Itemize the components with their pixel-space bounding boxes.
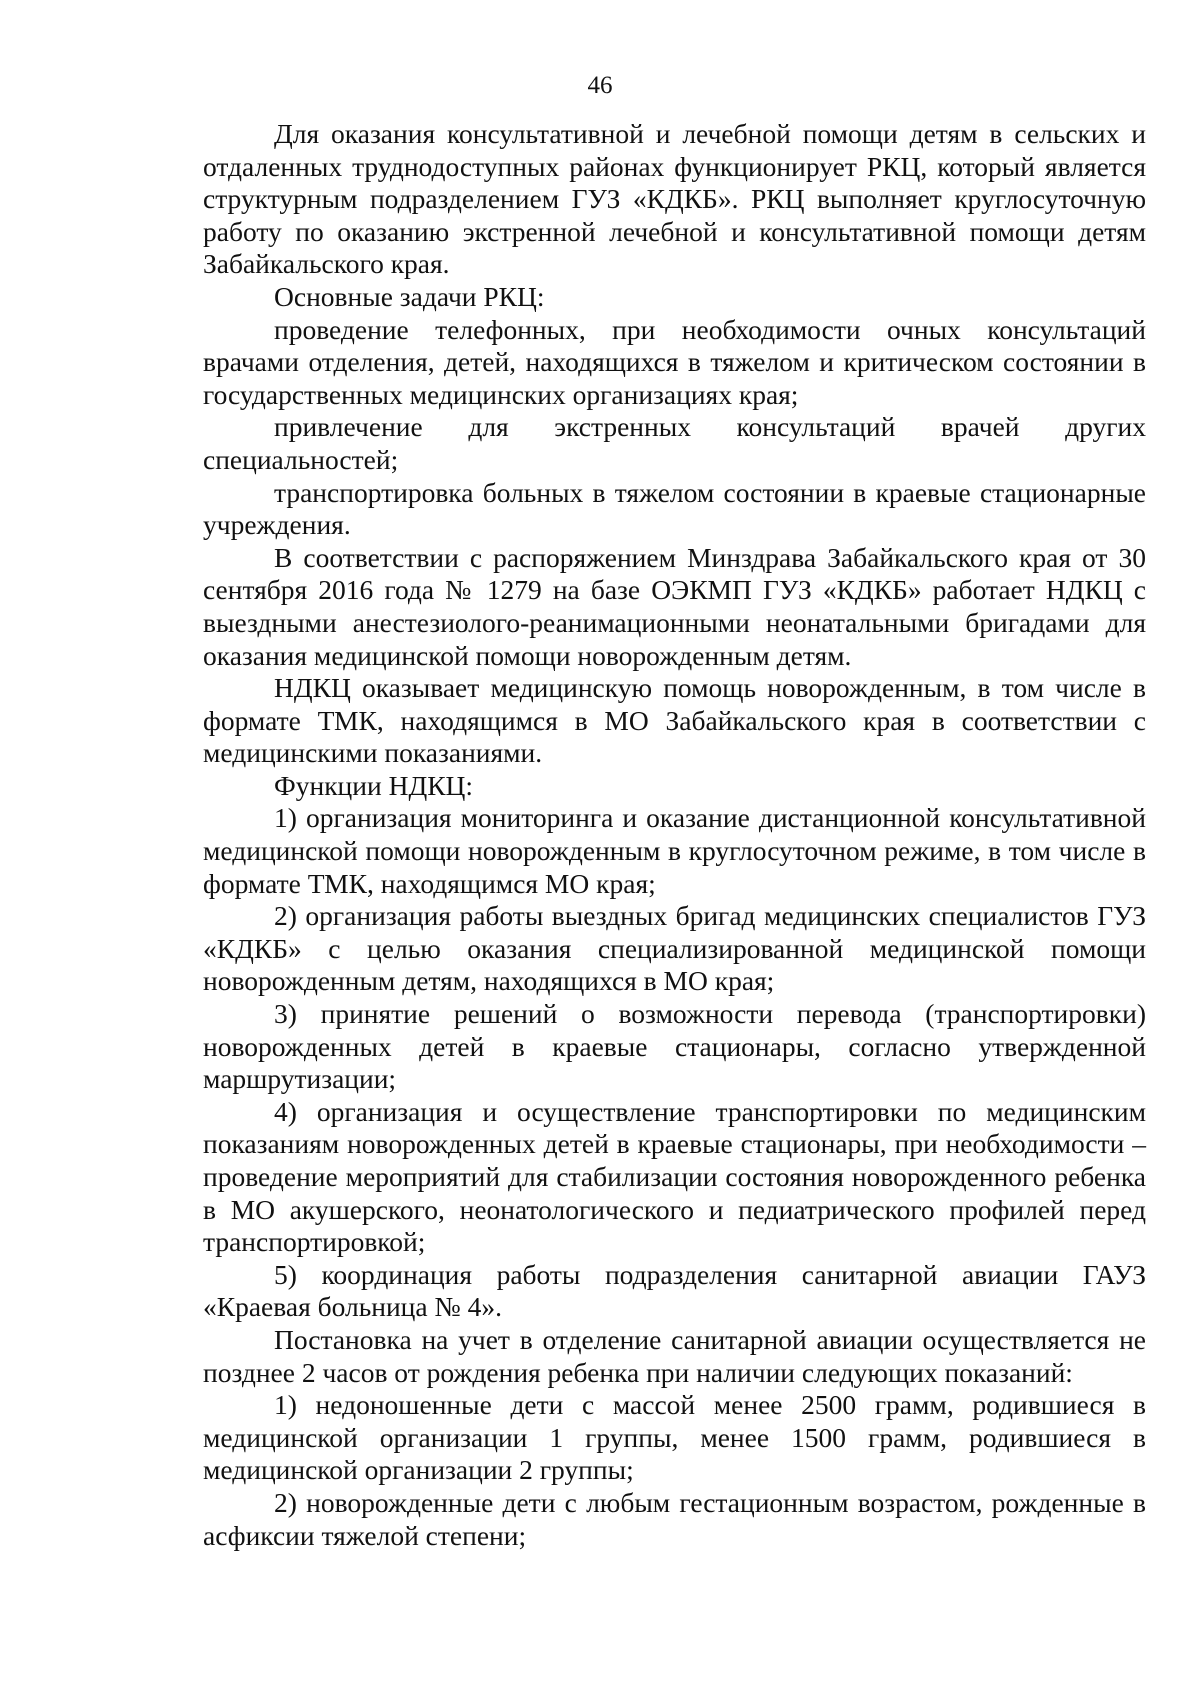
paragraph-function-1: 1) организация мониторинга и оказание дистанционной консультативной медицинской помощи новорожденным в круглосуточном режиме, в том числе в формате ТМК, находящимся МО края; [203,802,1146,899]
paragraph-registration: Постановка на учет в отделение санитарной авиации осуществляется не позднее 2 часов от рождения ребенка при наличии следующих показаний: [203,1323,1146,1388]
paragraph-ndkc-care: НДКЦ оказывает медицинскую помощь новорожденным, в том числе в формате ТМК, находящимся в МО Забайкальского края в соответствии с медицинскими показаниями. [203,672,1146,769]
paragraph-function-4: 4) организация и осуществление транспортировки по медицинским показаниям новорожденных детей в краевые стационары, при необходимости – проведение мероприятий для стабилизации состояния новорожденного ребенка в МО акушерского, неонатологического и педиатрического профилей перед транспортировкой; [203,1095,1146,1258]
paragraph-indication-2: 2) новорожденные дети с любым гестационным возрастом, рожденные в асфиксии тяжелой степени; [203,1486,1146,1551]
document-body [203,118,1146,1552]
paragraph-task-transport: транспортировка больных в тяжелом состоянии в краевые стационарные учреждения. [203,476,1146,541]
paragraph-function-5: 5) координация работы подразделения санитарной авиации ГАУЗ «Краевая больница № 4». [203,1258,1146,1323]
paragraph-function-3: 3) принятие решений о возможности перевода (транспортировки) новорожденных детей в краевые стационары, согласно утвержденной маршрутизации; [203,998,1146,1095]
paragraph-task-specialists: привлечение для экстренных консультаций врачей других специальностей; [203,411,1146,475]
paragraph-ndkc-functions-heading: Функции НДКЦ: [274,769,474,801]
paragraph-task-consultations: проведение телефонных, при необходимости очных консультаций врачами отделения, детей, находящихся в тяжелом и критическом состоянии в государственных медицинских организациях края; [203,313,1146,410]
paragraph-ndkc-order: В соответствии с распоряжением Минздрава Забайкальского края от 30 сентября 2016 года № 1279 на базе ОЭКМП ГУЗ «КДКБ» работает НДКЦ с выездными анестезиолого-реанимационными неонатальными бригадами для оказания медицинской помощи новорожденным детям. [203,541,1146,671]
paragraph-indication-1: 1) недоношенные дети с массой менее 2500 грамм, родившиеся в медицинской организации 1 группы, менее 1500 грамм, родившиеся в медицинской организации 2 группы; [203,1389,1146,1486]
paragraph-rkc-intro: Для оказания консультативной и лечебной помощи детям в сельских и отдаленных труднодоступных районах функционирует РКЦ, который является структурным подразделением ГУЗ «КДКБ». РКЦ выполняет круглосуточную работу по оказанию экстренной лечебной и консультативной помощи детям Забайкальского края. [203,118,1146,280]
paragraph-rkc-tasks-heading: Основные задачи РКЦ: [274,280,545,312]
paragraph-function-2: 2) организация работы выездных бригад медицинских специалистов ГУЗ «КДКБ» с целью оказания специализированной медицинской помощи новорожденным детям, находящихся в МО края; [203,900,1146,997]
page-number: 46 [587,72,613,99]
